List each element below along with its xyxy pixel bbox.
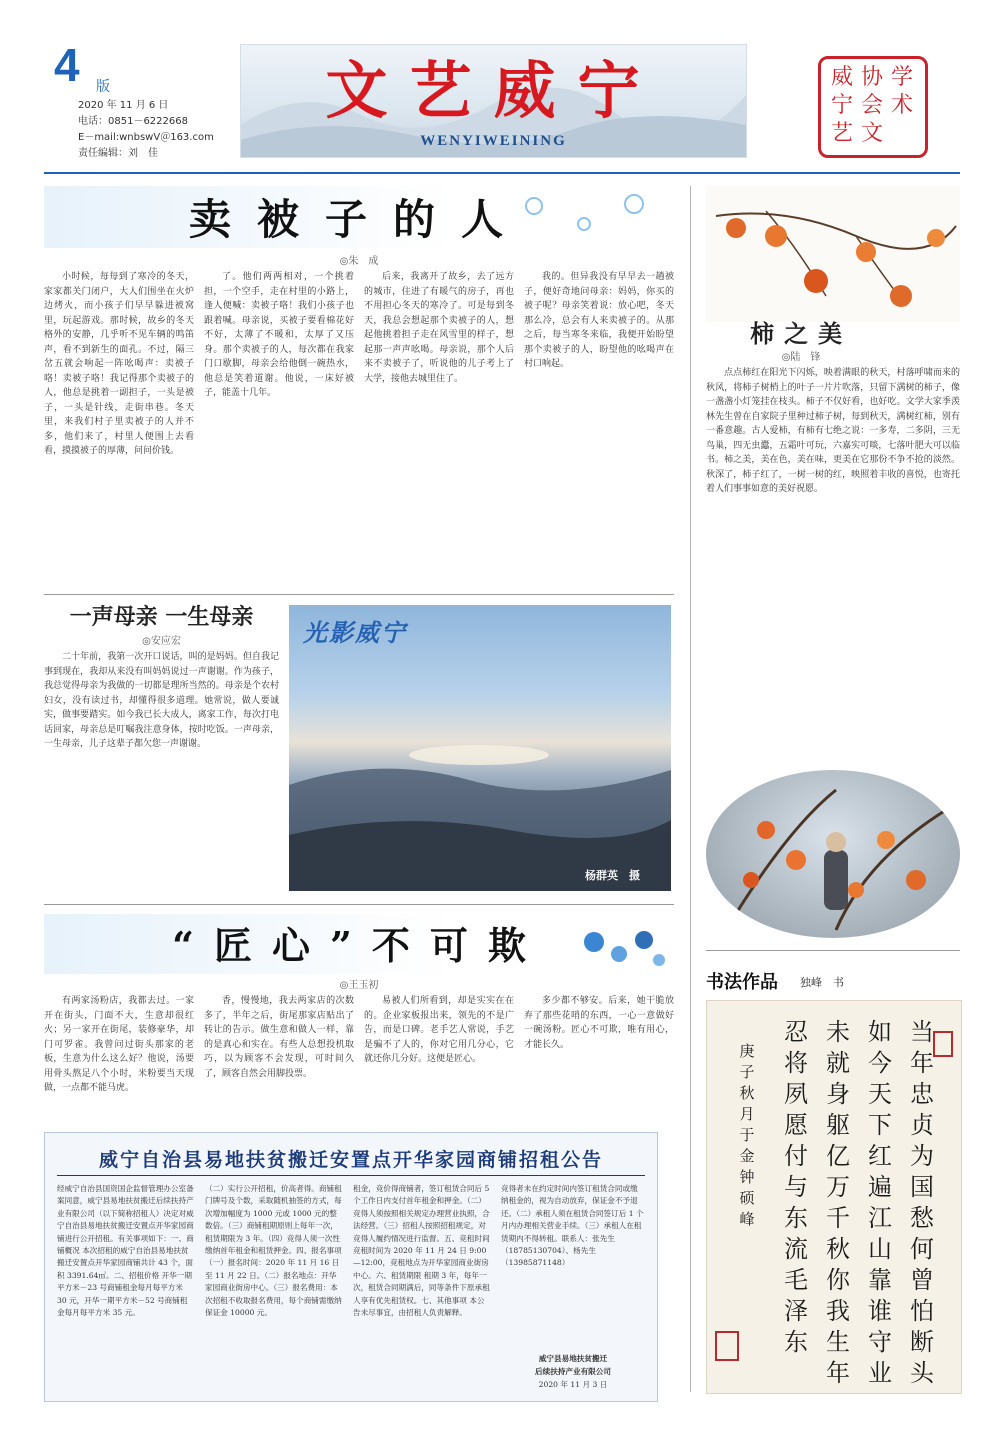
masthead-divider [44, 172, 960, 174]
rental-notice-column [353, 1183, 491, 1391]
landscape-photo [289, 605, 671, 891]
article3-paragraph: 多少都不够安。后来，她干脆放弃了那些花哨的东西，一心一意做好一碗汤粉。匠心不可欺，唯有用心，才能长久。 [524, 996, 674, 1050]
article2-paragraph: 二十年前，我第一次开口说话，叫的是妈妈。但自我记事到现在，我却从来没有叫妈妈说过一声谢谢。作为孩子，我总觉得母亲为我做的一切都是理所当然的。母亲是个农村妇女，没有读过书，却懂得很多道理。她常说，做人要诚实，做事要踏实。如今我已长大成人，离家工作，每次打电话回家，母亲总是叮嘱我注意身体，按时吃饭。一声母亲，一生母亲，儿子这辈子都欠您一声谢谢。 [44, 652, 279, 749]
article2-author: ◎安应宏 [142, 636, 181, 647]
notice-issuer: 威宁县易地扶贫搬迁 [538, 1354, 608, 1363]
article4-author: ◎陆 锋 [781, 352, 821, 363]
article1-title: 卖被子的人 [188, 195, 529, 244]
article1-column [44, 270, 194, 588]
calligraphy-text: 忍将夙愿付与东流 毛泽东 [784, 1018, 832, 1356]
calligraphy-column [865, 1017, 895, 1387]
photo-title: 光影威宁 [303, 618, 407, 647]
notice-title-underline [57, 1175, 645, 1176]
article2-title: 一声母亲 一生母亲 [69, 604, 254, 630]
article3-column [364, 994, 514, 1118]
section-divider [44, 904, 674, 905]
calligraphy-text: 当年忠贞为国愁何曾怕断头 [910, 1018, 934, 1387]
article1-paragraph: 小时候，每每到了寒冷的冬天，家家都关门闭户，大人们围坐在火炉边烤火，而小孩子们早早躲进被窝里，玩起游戏。那时候，故乡的冬天格外的安静，几乎听不见车辆的鸣笛声，看不到新生的面孔。不过，隔三岔五就会响起一阵吆喝声：卖被子咯！卖被子咯！我记得那个卖被子的人，他总是挑着一副担子，一头是被子，一头是针线，走街串巷。冬天里，来我们村子里卖被子的人并不多，他们来了，村里人便围上去看看，摸摸被子的厚薄，问问价钱。 [44, 272, 194, 456]
masthead-banner [240, 44, 747, 158]
calligraphy-artwork [706, 1000, 962, 1394]
seal-char: 协 [860, 65, 883, 90]
notice-date: 2020 年 11 月 3 日 [538, 1380, 608, 1389]
editor-credit: 责任编辑：刘 佳 [78, 148, 158, 159]
rental-notice-paragraph: 经威宁自治县国资国企监督管理办公室备案同意，威宁县易地扶贫搬迁后续扶持产业有限公司（以下简称招租人）决定对威宁自治县易地扶贫搬迁安置点开华家园商铺进行公开招租。有关事项如下：一、商铺概况 本次招租的威宁自治县易地扶贫搬迁安置点开华家园商铺共计 43 个，面积 3391.64㎡。二、招租价格 开华一期平方米－23 号商铺租金每月每平方米 30 元，开华一期平方米－52 号商铺租金每月每平方米 35 元。 [57, 1184, 194, 1318]
article3-paragraph: 易被人们所看到，却是实实在在的。企业家板报出来，领先的不是广告，而是口碑。老手艺人常说，手艺是骗不了人的，你对它用几分心，它就还你几分好。这便是匠心。 [364, 996, 514, 1064]
seal-char: 学 [890, 65, 913, 90]
rental-notice-paragraph: 租金，竞价得商铺者，签订租赁合同后 5 个工作日内支付首年租金和押金。（二）竞得人须按照相关规定办理营业执照，合法经营。（三）招租人按照招租规定，对竞得人履约情况进行监督。五、竞租时间 竞租时间为 2020 年 11 月 24 日 9:00—12:00，竞租地点为开华家园商业街房中心。六、租赁期限 租期 3 年，每年一次，租赁合同期满后，同等条件下原承租人享有优先租赁权。七、其他事项 本公告未尽事宜，由招租人负责解释。 [353, 1184, 490, 1318]
notice-issuer-line2: 后续扶持产业有限公司 [535, 1367, 611, 1376]
article4-title: 柿之美 [750, 319, 852, 348]
calligraphy-signature-column [735, 1041, 759, 1371]
article4-body [706, 366, 960, 764]
seal-char: 会 [860, 93, 883, 118]
article3-column [44, 994, 194, 1118]
rental-notice-column [57, 1183, 195, 1391]
article3-paragraph: 有两家汤粉店，我都去过。一家开在街头，门面不大，生意却很红火；另一家开在街尾，装修豪华，却门可罗雀。我曾问过街头那家的老板，生意为什么这么好？他说，汤要用骨头熬足八个小时，米粉要当天现做，一点都不能马虎。 [44, 996, 194, 1093]
article1-paragraph: 我的。但异我没有早早去一趟被子，便好奇地问母亲：妈妈，你买的被子呢？母亲笑着说：放心吧，冬天那么冷，总会有人来卖被子的。从那之后，每当寒冬来临，我便开始盼望那个卖被子的人，盼望他的吆喝声在村口响起。 [524, 272, 674, 369]
article3-author: ◎王玉初 [339, 980, 379, 991]
masthead-pinyin: WENYIWEINING [420, 133, 567, 149]
rental-notice-paragraph: （二）实行公开招租，价高者得。商铺租门牌号及个数，采取随机抽签的方式，每次增加幅度为 1000 元或 1000 元的整数倍。（三）商铺租期原则上每年一次，租赁期限为 3 年。（四）竞得人须一次性缴纳首年租金和租赁押金。四、报名事项（一）报名时间：2020 年 11 月 16 日至 11 月 22 日。（二）报名地点：开华家园商业街房中心。（三）报名费用：本次招租不收取报名费用，每个商铺需缴纳保证金 10000 元。 [205, 1184, 342, 1318]
email-address: E－mail:wnbswV＠163.com [78, 132, 214, 143]
phone-number: 电话：0851－6222668 [78, 116, 188, 127]
section-divider [706, 950, 960, 951]
calligraphy-author: 独峰 书 [800, 976, 844, 989]
calligraphy-seal-icon [715, 1331, 739, 1361]
calligraphy-text: 如今天下红遍江山靠谁守业 [868, 1018, 892, 1387]
article1-column [524, 270, 674, 588]
photo-credit: 杨群英 摄 [585, 869, 640, 882]
seal-char: 威 [830, 65, 853, 90]
page-number: 4 [54, 39, 80, 91]
page-suffix: 版 [96, 79, 110, 95]
calligraphy-seal-icon [933, 1031, 953, 1057]
rental-notice-column [501, 1183, 645, 1349]
article3-paragraph: 香，慢慢地，我去两家店的次数多了，半年之后，街尾那家店贴出了转让的告示。做生意和做人一样，靠的是真心和实在。有些人总想投机取巧，以为顾客不会发现，可时间久了，顾客自然会用脚投票。 [204, 996, 354, 1079]
calligraphy-column [907, 1017, 937, 1387]
calligraphy-column [823, 1017, 853, 1387]
calligraphy-heading: 书法作品 [706, 972, 778, 993]
column-divider [690, 186, 691, 1392]
article4-paragraph: 点点柿红在阳光下闪烁，映着满眼的秋天，村落呼啸而来的秋风，将柿子树梢上的叶子一片片吹落，只留下满树的柿子，像一盏盏小灯笼挂在枝头。柿子不仅好看，也好吃。文学大家季羡林先生曾在自家院子里种过柿子树，每到秋天，满树红柿，别有一番意趣。古人爱柿，有柿有七绝之说：一多寿，二多阴，三无鸟巢，四无虫蠹，五霜叶可玩，六嘉实可啖，七落叶肥大可以临书。柿之美，美在色，美在味，更美在它那份不争不抢的淡然。秋深了，柿子红了，一树一树的红，映照着丰收的喜悦，也寄托着人们事事如意的美好祝愿。 [706, 368, 960, 494]
rental-notice-column [205, 1183, 343, 1391]
article1-column [364, 270, 514, 588]
article2-body [44, 650, 279, 886]
article1-paragraph: 了。他们两两相对，一个挑着担，一个空手，走在村里的小路上，逢人便喊：卖被子咯！我们小孩子也跟着喊。母亲说，买被子要看棉花好不好，太薄了不暖和，太厚了又压身。那个卖被子的人，每次都在我家门口歇脚，母亲会给他倒一碗热水，他总是笑着道谢。他说，一床好被子，能盖十几年。 [204, 272, 354, 398]
section-divider [44, 594, 674, 595]
seal-stamp [818, 56, 928, 158]
rental-notice-box [44, 1132, 658, 1402]
article1-column [204, 270, 354, 588]
persimmon-tree-icon [706, 770, 960, 938]
seal-char: 艺 [830, 121, 853, 146]
rental-notice-title: 威宁自治县易地扶贫搬迁安置点开华家园商铺招租公告 [98, 1149, 603, 1171]
article3-title: “匠心”不可欺 [172, 923, 546, 968]
persimmon-illustration [706, 186, 960, 322]
article1-paragraph: 后来，我离开了故乡，去了远方的城市，住进了有暖气的房子，再也不用担心冬天的寒冷了。可是每到冬天，我总会想起那个卖被子的人，想起他挑着担子走在风雪里的样子，想起那一声声吆喝。母亲说，那个人后来不卖被子了，听说他的儿子考上了大学，接他去城里住了。 [364, 272, 514, 384]
calligraphy-text: 未就身躯亿万千秋你我生年 [826, 1018, 850, 1387]
article3-column [524, 994, 674, 1118]
masthead-title: 文艺威宁 [325, 54, 662, 127]
seal-char: 宁 [830, 93, 853, 118]
seal-char: 术 [890, 93, 913, 118]
persimmon-branch-icon [706, 186, 960, 322]
article1-author: ◎朱 成 [339, 256, 379, 267]
seal-char: 文 [860, 121, 883, 146]
issue-date: 2020 年 11 月 6 日 [78, 100, 169, 111]
calligraphy-signature: 庚子秋月于金钟硕峰 [739, 1042, 755, 1228]
article3-column [204, 994, 354, 1118]
persimmon-harvest-photo [706, 770, 960, 938]
calligraphy-column [781, 1017, 832, 1367]
rental-notice-paragraph: 竞得者未在约定时间内签订租赁合同或缴纳租金的，视为自动放弃，保证金不予退还。（二）承租人须在租赁合同签订后 1 个月内办理相关营业手续。（三）承租人在租赁期内不得转租。联系人：张先生（18785130704）、杨先生（13985871148） [501, 1184, 644, 1268]
